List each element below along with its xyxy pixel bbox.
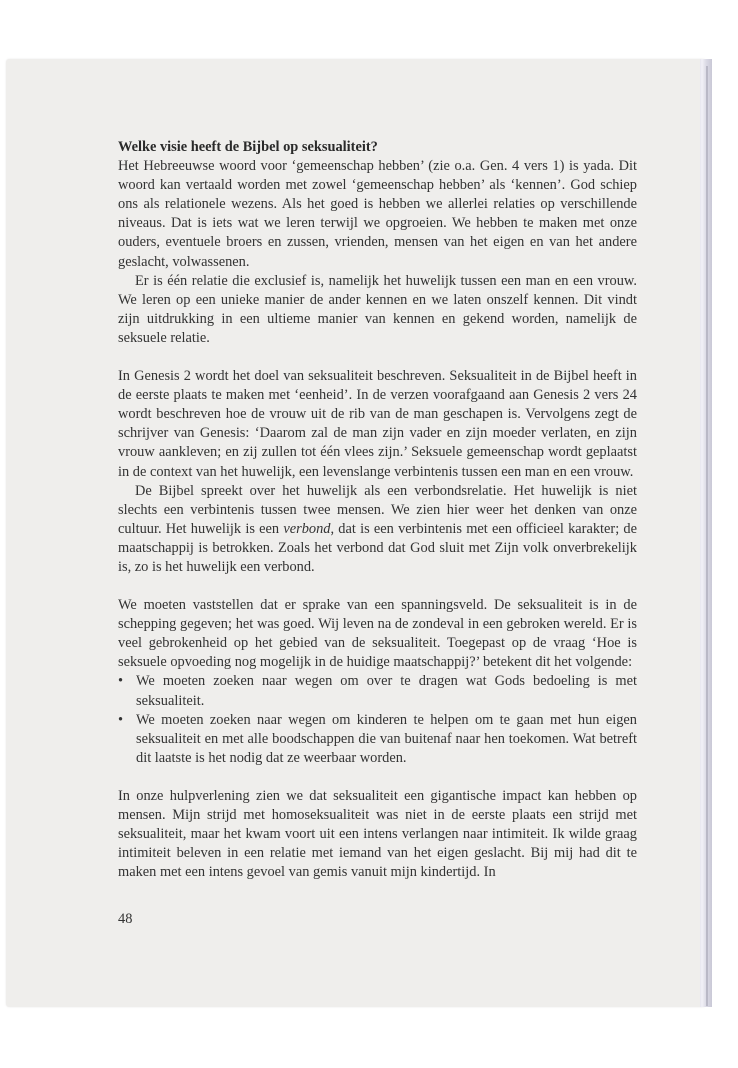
- paragraph-exclusive-relation: Er is één relatie die exclusief is, namelijk het huwelijk tussen een man en een vrouw. We leren op een unieke manier de ander kennen en we laten onszelf kennen. Dit vindt zijn uitdrukking in een ultieme manier van kennen en gekend worden, namelijk de seksuele relatie.: [118, 272, 637, 346]
- body-text: [118, 138, 637, 882]
- bullet-icon: •: [118, 711, 124, 728]
- paragraph-gap: [118, 348, 637, 367]
- paragraph-tension: We moeten vaststellen dat er sprake van een spanningsveld. De seksualiteit is in de schepping gegeven; het was goed. Wij leven na de zondeval in een gebroken wereld. Er is veel gebrokenheid op het gebied van de seksualiteit. Toegepast op de vraag ‘Hoe is seksuele opvoeding nog mogelijk in de huidige maatschappij?’ betekent dit het volgende:: [118, 597, 637, 671]
- page-number: 48: [118, 911, 133, 927]
- paragraph-counseling: In onze hulpverlening zien we dat seksualiteit een gigantische impact kan hebben op mensen. Mijn strijd met homoseksualiteit was niet in de eerste plaats een strijd met seksualiteit, maar het kwam voort uit een intens verlangen naar intimiteit. Ik wilde graag intimiteit beleven in een relatie met iemand van het eigen geslacht. Bij mij had dit te maken met een intens gevoel van gemis vanuit mijn kindertijd. In: [118, 787, 637, 881]
- list-item-text: We moeten zoeken naar wegen om kinderen te helpen om te gaan met hun eigen seksualiteit en met alle boodschappen die van buitenaf naar hen toekomen. Wat betreft dit laatste is het nodig dat ze weerbaar worden.: [136, 711, 637, 766]
- page-edge-line: [706, 66, 708, 1006]
- paragraph-yada: Het Hebreeuwse woord voor ‘gemeenschap hebben’ (zie o.a. Gen. 4 vers 1) is yada. Dit woord kan vertaald worden met zowel ‘gemeenschap hebben’ als ‘kennen’. God schiep ons als relationele wezens. Als het goed is hebben we allerlei relaties op verschillende niveaus. Dat is iets wat we leren terwijl we opgroeien. We hebben te maken met onze ouders, eventuele broers en zussen, vrienden, mensen van het eigen en van het andere geslacht, volwassenen.: [118, 158, 637, 270]
- list-item-text: We moeten zoeken naar wegen om over te dragen wat Gods bedoeling is met seksualiteit.: [136, 673, 637, 709]
- section-heading: Welke visie heeft de Bijbel op seksualiteit?: [118, 139, 378, 155]
- bullet-list: [118, 672, 637, 767]
- covenant-emphasis: verbond: [283, 520, 331, 537]
- list-item: [118, 711, 637, 768]
- paragraph-gap: [118, 577, 637, 596]
- bullet-icon: •: [118, 673, 124, 690]
- paragraph-covenant: [118, 482, 637, 577]
- paragraph-gap: [118, 768, 637, 787]
- paragraph-genesis: In Genesis 2 wordt het doel van seksualiteit beschreven. Seksualiteit in de Bijbel heeft in de eerste plaats te maken met ‘eenheid’. In de verzen voorafgaand aan Genesis 2 vers 24 wordt beschreven hoe de vrouw uit de rib van de man geschapen is. Vervolgens zegt de schrijver van Genesis: ‘Daarom zal de man zijn vader en zijn moeder verlaten, en zijn vrouw aankleven; en zij zullen tot één vlees zijn.’ Seksuele gemeenschap wordt geplaatst in de context van het huwelijk, een levenslange verbintenis tussen een man en een vrouw.: [118, 368, 637, 480]
- covenant-text-end: , dat is een verbintenis met een officieel karakter; de maatschappij is betrokken. Zoals het verbond dat God sluit met Zijn volk onverbrekelijk is, zo is het huwelijk een verbond.: [118, 520, 637, 575]
- list-item: [118, 672, 637, 710]
- covenant-text-start: De Bijbel spreekt over het huwelijk als een verbondsrelatie. Het huwelijk is niet slechts een verbintenis tussen twee mensen. We zien hier weer het denken van onze cultuur. Het huwelijk is een: [118, 482, 637, 537]
